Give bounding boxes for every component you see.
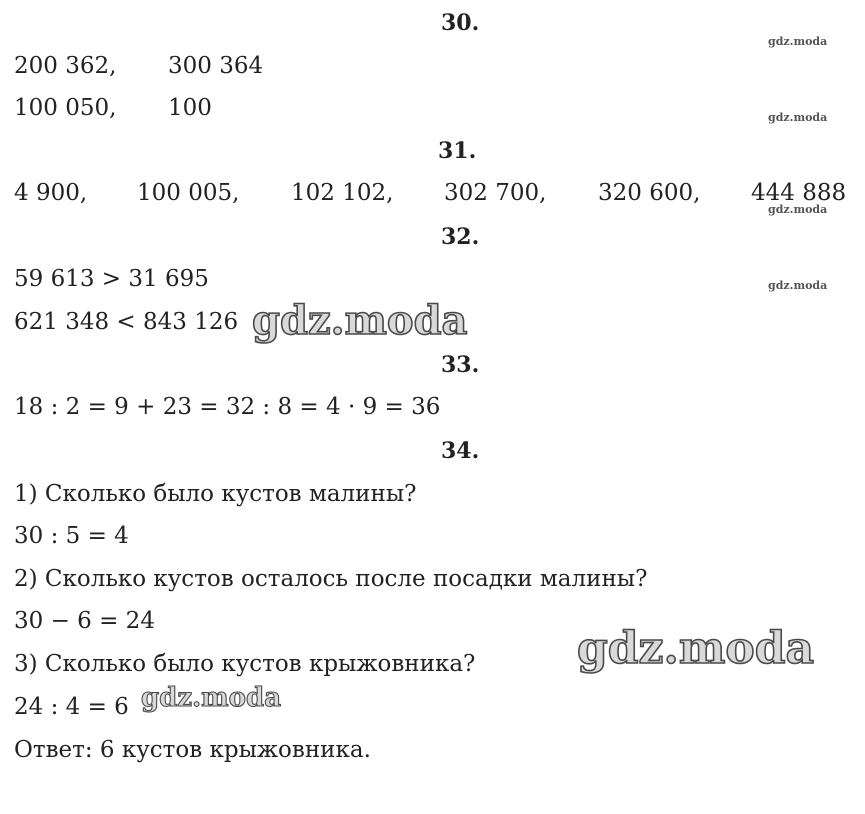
p34-answer-1: 30 : 5 = 4 xyxy=(14,523,129,549)
p31-value-2: 100 005, xyxy=(137,180,240,206)
p34-final-answer: Ответ: 6 кустов крыжовника. xyxy=(14,737,371,763)
p30-row2-value2: 100 xyxy=(168,95,212,121)
problem-33-heading: 33. xyxy=(441,352,480,378)
p32-comparison-2: 621 348 < 843 126 xyxy=(14,309,239,335)
p30-row2-value1: 100 050, xyxy=(14,95,117,121)
p34-question-3: 3) Сколько было кустов крыжовника? xyxy=(14,651,476,677)
p30-row1-value2: 300 364 xyxy=(168,53,264,79)
watermark-small-2: gdz.moda xyxy=(768,111,828,124)
p34-question-1: 1) Сколько было кустов малины? xyxy=(14,481,417,507)
p31-value-3: 102 102, xyxy=(291,180,394,206)
p34-answer-3: 24 : 4 = 6 xyxy=(14,694,129,720)
problem-34-heading: 34. xyxy=(441,438,480,464)
watermark-small-3: gdz.moda xyxy=(768,203,828,216)
p31-value-1: 4 900, xyxy=(14,180,88,206)
p31-value-6: 444 888 xyxy=(751,180,847,206)
p31-value-5: 320 600, xyxy=(598,180,701,206)
p31-value-4: 302 700, xyxy=(444,180,547,206)
watermark-large-2: gdz.moda xyxy=(577,623,815,674)
watermark-large-1: gdz.moda xyxy=(252,297,468,344)
p34-question-2: 2) Сколько кустов осталось после посадки малины? xyxy=(14,566,648,592)
watermark-small-4: gdz.moda xyxy=(768,279,828,292)
p30-row1-value1: 200 362, xyxy=(14,53,117,79)
p33-expression: 18 : 2 = 9 + 23 = 32 : 8 = 4 · 9 = 36 xyxy=(14,394,441,420)
watermark-small-1: gdz.moda xyxy=(768,35,828,48)
problem-31-heading: 31. xyxy=(438,138,477,164)
watermark-medium-3: gdz.moda xyxy=(141,683,282,713)
problem-32-heading: 32. xyxy=(441,224,480,250)
p32-comparison-1: 59 613 > 31 695 xyxy=(14,266,209,292)
problem-30-heading: 30. xyxy=(441,10,480,36)
p34-answer-2: 30 − 6 = 24 xyxy=(14,608,155,634)
